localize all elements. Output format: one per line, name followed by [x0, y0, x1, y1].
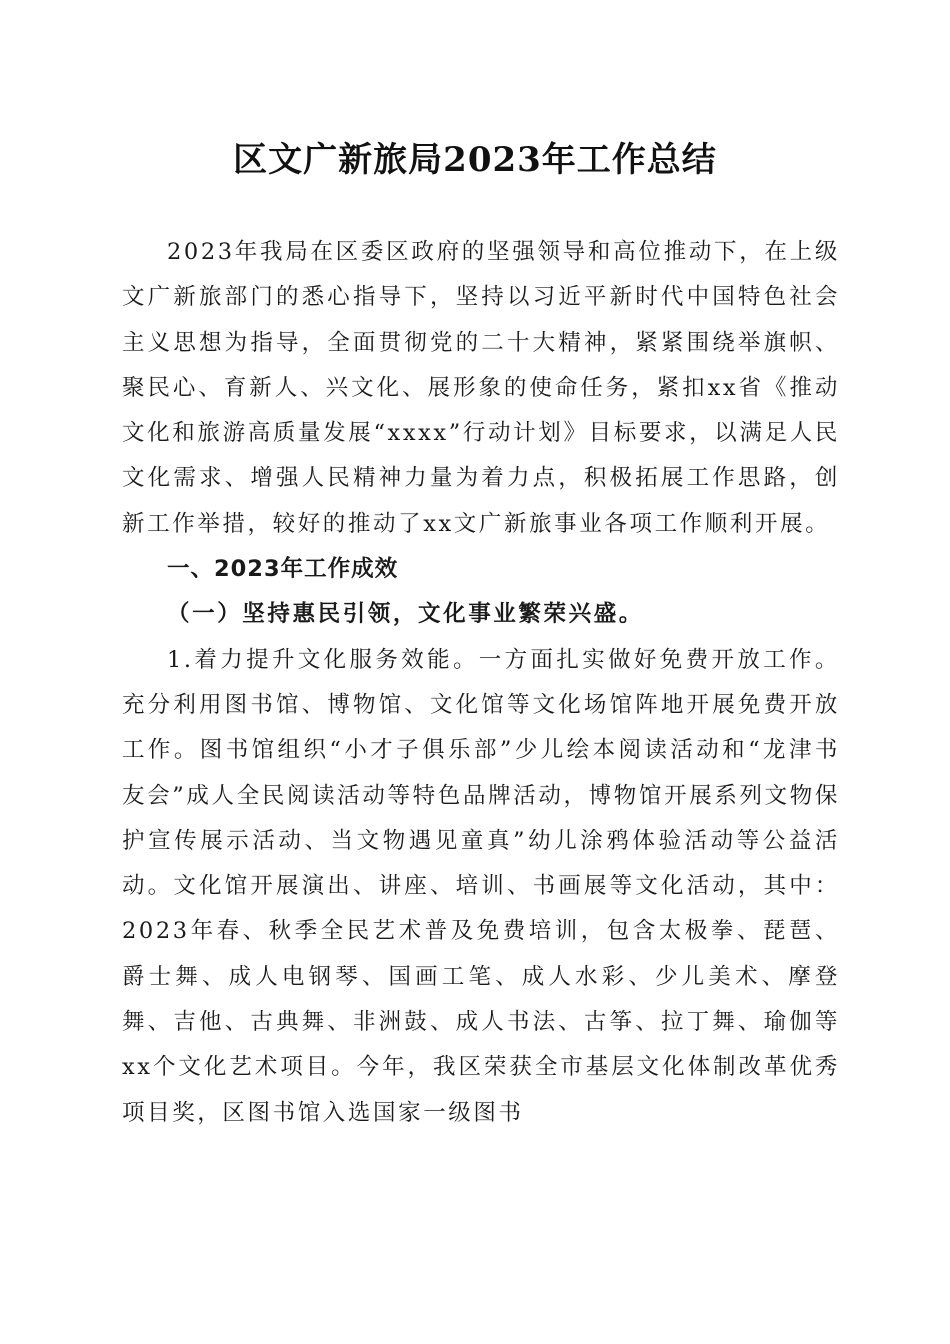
section-heading: 一、2023年工作成效: [167, 556, 399, 583]
document-body: [122, 230, 840, 1136]
body-paragraph: 1.着力提升文化服务效能。一方面扎实做好免费开放工作。充分利用图书馆、博物馆、文化馆等文化场馆阵地开展免费开放工作。图书馆组织“小才子俱乐部”少儿绘本阅读活动和“龙津书友会”成人全民阅读活动等特色品牌活动，博物馆开展系列文物保护宣传展示活动、当文物遇见童真”幼儿涂鸦体验活动等公益活动。文化馆开展演出、讲座、培训、书画展等文化活动，其中：2023年春、秋季全民艺术普及免费培训，包含太极拳、琵琶、爵士舞、成人电钢琴、国画工笔、成人水彩、少儿美术、摩登舞、吉他、古典舞、非洲鼓、成人书法、古筝、拉丁舞、瑜伽等xx个文化艺术项目。今年，我区荣获全市基层文化体制改革优秀项目奖，区图书馆入选国家一级图书: [122, 646, 840, 1126]
document-title: 区文广新旅局2023年工作总结: [233, 140, 717, 180]
subsection-heading: （一）坚持惠民引领，文化事业繁荣兴盛。: [167, 601, 644, 628]
intro-paragraph: 2023年我局在区委区政府的坚强领导和高位推动下，在上级文广新旅部门的悉心指导下，坚持以习近平新时代中国特色社会主义思想为指导，全面贯彻党的二十大精神，紧紧围绕举旗帜、聚民心、育新人、兴文化、展形象的使命任务，紧扣xx省《推动文化和旅游高质量发展“xxxx”行动计划》目标要求，以满足人民文化需求、增强人民精神力量为着力点，积极拓展工作思路，创新工作举措，较好的推动了xx文广新旅事业各项工作顺利开展。: [122, 239, 840, 537]
